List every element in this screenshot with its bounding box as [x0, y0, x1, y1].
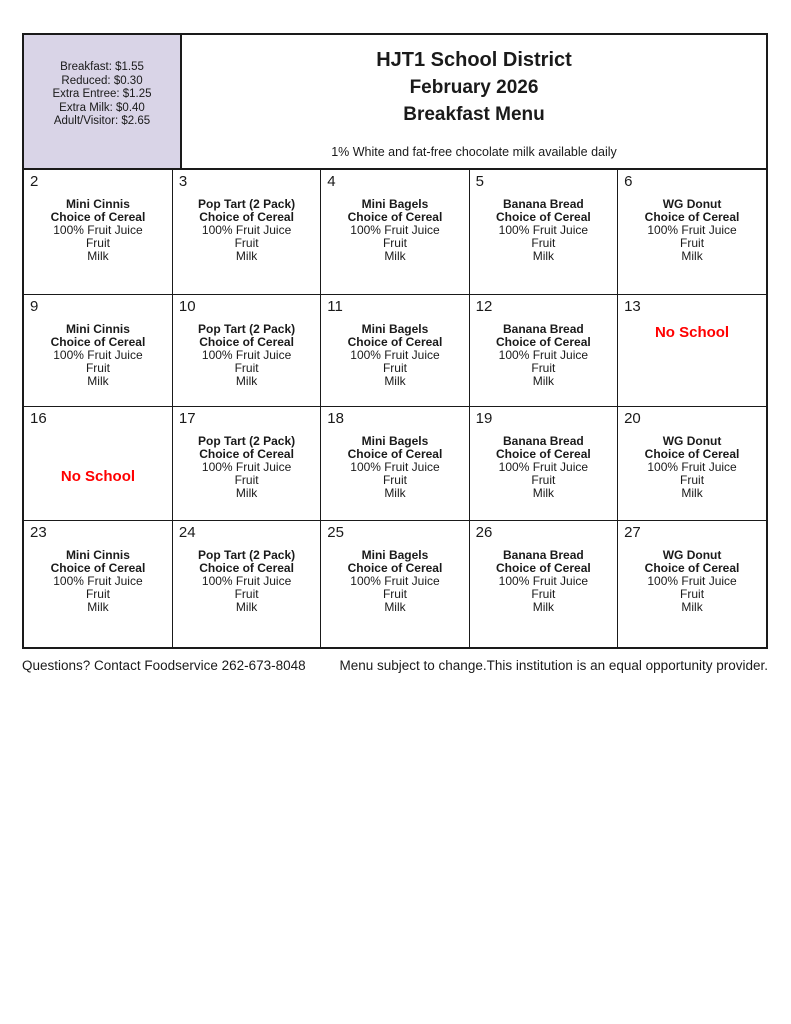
menu-items [618, 435, 766, 500]
calendar-grid [24, 170, 766, 647]
menu-fruit: Fruit [234, 472, 259, 487]
menu-juice: 100% Fruit Juice [498, 573, 589, 588]
day-cell-11 [321, 294, 469, 406]
calendar-week-1 [24, 170, 766, 294]
menu-juice: 100% Fruit Juice [647, 459, 737, 474]
menu-cereal: Choice of Cereal [50, 210, 146, 224]
menu-juice: 100% Fruit Juice [498, 347, 589, 362]
menu-fruit: Fruit [680, 236, 705, 250]
milk-availability-note: 1% White and fat-free chocolate milk available daily [331, 145, 617, 159]
menu-entree: Mini Cinnis [65, 197, 130, 211]
menu-fruit: Fruit [382, 586, 407, 601]
day-cell-18 [321, 406, 469, 520]
day-number: 5 [475, 173, 485, 190]
menu-fruit: Fruit [85, 236, 110, 250]
menu-juice: 100% Fruit Juice [647, 223, 737, 237]
menu-entree: Pop Tart (2 Pack) [198, 433, 296, 448]
menu-juice: 100% Fruit Juice [201, 223, 292, 237]
menu-cereal: Choice of Cereal [496, 210, 591, 224]
no-school-notice: No School [60, 467, 136, 485]
menu-cereal: Choice of Cereal [644, 210, 740, 224]
day-number: 3 [178, 173, 188, 190]
menu-entree: Pop Tart (2 Pack) [198, 321, 296, 336]
title-area [182, 35, 766, 168]
day-cell-6 [618, 170, 766, 294]
calendar-week-3 [24, 406, 766, 520]
day-number: 6 [624, 173, 633, 190]
menu-cereal: Choice of Cereal [347, 334, 443, 349]
day-number: 25 [327, 523, 344, 541]
menu-items [24, 323, 172, 388]
menu-juice: 100% Fruit Juice [350, 573, 440, 588]
day-cell-23 [24, 520, 172, 647]
menu-fruit: Fruit [531, 360, 556, 375]
day-number: 16 [30, 409, 47, 427]
menu-items [470, 323, 617, 388]
footer-contact-text: Questions? Contact Foodservice 262-673-8048 [22, 658, 306, 673]
footer-disclaimer-text: Menu subject to change.This institution is an equal opportunity provider. [339, 658, 768, 673]
menu-cereal: Choice of Cereal [347, 210, 443, 224]
menu-entree: Mini Cinnis [65, 321, 130, 336]
menu-cereal: Choice of Cereal [496, 334, 591, 349]
day-cell-2 [24, 170, 172, 294]
menu-items [173, 323, 320, 388]
menu-juice: 100% Fruit Juice [53, 223, 143, 237]
calendar-week-2 [24, 294, 766, 406]
day-number: 19 [475, 409, 493, 427]
menu-milk: Milk [681, 249, 703, 263]
menu-cereal: Choice of Cereal [347, 560, 443, 575]
day-cell-27 [618, 520, 766, 647]
menu-milk: Milk [384, 599, 406, 614]
menu-entree: Mini Bagels [361, 433, 429, 448]
menu-items [470, 549, 617, 614]
menu-cereal: Choice of Cereal [496, 560, 591, 575]
menu-header [24, 35, 766, 170]
menu-milk: Milk [235, 373, 258, 388]
menu-items [470, 435, 617, 500]
menu-milk: Milk [532, 373, 555, 388]
footer [22, 658, 768, 674]
day-cell-19 [469, 406, 617, 520]
menu-juice: 100% Fruit Juice [498, 459, 589, 474]
menu-entree: Mini Bagels [361, 197, 429, 211]
menu-milk: Milk [681, 485, 703, 500]
day-cell-17 [172, 406, 320, 520]
menu-items [618, 549, 766, 614]
price-box [24, 35, 182, 168]
menu-fruit: Fruit [531, 586, 556, 601]
menu-entree: WG Donut [662, 547, 722, 562]
day-number: 13 [624, 297, 641, 315]
day-number: 26 [475, 523, 493, 541]
calendar-week-4 [24, 520, 766, 647]
menu-entree: Banana Bread [503, 547, 584, 562]
menu-entree: Banana Bread [503, 433, 584, 448]
day-number: 24 [178, 523, 196, 541]
menu-milk: Milk [384, 373, 406, 388]
menu-entree: Banana Bread [503, 197, 584, 211]
menu-table [22, 33, 768, 649]
day-number: 2 [30, 173, 39, 190]
day-cell-26 [469, 520, 617, 647]
menu-entree: Pop Tart (2 Pack) [198, 547, 296, 562]
menu-items [321, 435, 468, 500]
menu-juice: 100% Fruit Juice [201, 459, 292, 474]
menu-fruit: Fruit [531, 472, 556, 487]
day-number: 11 [327, 297, 343, 315]
menu-fruit: Fruit [234, 360, 259, 375]
day-number: 12 [475, 297, 493, 315]
day-number: 10 [178, 297, 196, 315]
menu-items [321, 549, 468, 614]
menu-juice: 100% Fruit Juice [350, 459, 440, 474]
day-number: 4 [327, 173, 336, 190]
menu-milk: Milk [87, 599, 109, 614]
menu-entree: WG Donut [662, 433, 722, 448]
day-number: 17 [178, 409, 196, 427]
menu-items [24, 198, 172, 263]
menu-juice: 100% Fruit Juice [53, 573, 143, 588]
district-title: HJT1 School District [376, 49, 572, 71]
menu-juice: 100% Fruit Juice [201, 347, 292, 362]
menu-milk: Milk [681, 599, 703, 614]
day-number: 9 [30, 297, 39, 315]
price-line-extra-entree: Extra Entree: $1.25 [52, 88, 152, 101]
day-cell-5 [469, 170, 617, 294]
menu-milk: Milk [235, 249, 258, 263]
day-number: 20 [624, 409, 641, 427]
menu-juice: 100% Fruit Juice [647, 573, 737, 588]
menu-fruit: Fruit [382, 360, 407, 375]
menu-juice: 100% Fruit Juice [201, 573, 292, 588]
day-cell-9 [24, 294, 172, 406]
menu-milk: Milk [235, 599, 258, 614]
menu-fruit: Fruit [234, 586, 259, 601]
day-cell-10 [172, 294, 320, 406]
menu-items [173, 549, 320, 614]
menu-fruit: Fruit [382, 236, 407, 250]
menu-milk: Milk [235, 485, 258, 500]
menu-entree: Mini Bagels [361, 321, 429, 336]
menu-cereal: Choice of Cereal [644, 560, 740, 575]
menu-entree: WG Donut [662, 197, 722, 211]
menu-cereal: Choice of Cereal [199, 560, 294, 575]
price-line-breakfast: Breakfast: $1.55 [60, 61, 144, 73]
menu-entree: Banana Bread [503, 321, 584, 336]
menu-milk: Milk [532, 249, 555, 263]
price-line-adult-visitor: Adult/Visitor: $2.65 [53, 115, 151, 128]
menu-cereal: Choice of Cereal [199, 446, 294, 461]
day-cell-13 [618, 294, 766, 406]
no-school-notice: No School [654, 323, 730, 341]
menu-fruit: Fruit [234, 236, 259, 250]
price-line-reduced: Reduced: $0.30 [61, 74, 143, 87]
menu-fruit: Fruit [680, 586, 705, 601]
day-cell-20 [618, 406, 766, 520]
menu-type-title: Breakfast Menu [403, 104, 545, 125]
menu-milk: Milk [384, 485, 406, 500]
menu-cereal: Choice of Cereal [496, 446, 591, 461]
day-number: 23 [30, 523, 47, 541]
menu-juice: 100% Fruit Juice [498, 223, 589, 237]
menu-milk: Milk [87, 373, 109, 388]
menu-fruit: Fruit [680, 472, 705, 487]
menu-cereal: Choice of Cereal [50, 334, 146, 349]
menu-milk: Milk [532, 599, 555, 614]
menu-cereal: Choice of Cereal [199, 210, 294, 224]
menu-cereal: Choice of Cereal [50, 560, 146, 575]
menu-fruit: Fruit [382, 472, 407, 487]
month-title: February 2026 [409, 77, 539, 98]
day-cell-24 [172, 520, 320, 647]
menu-items [24, 549, 172, 614]
menu-items [618, 198, 766, 263]
menu-milk: Milk [87, 249, 109, 263]
menu-cereal: Choice of Cereal [199, 334, 294, 349]
menu-items [173, 198, 320, 263]
menu-juice: 100% Fruit Juice [53, 347, 143, 362]
menu-entree: Mini Bagels [361, 547, 429, 562]
menu-fruit: Fruit [85, 586, 110, 601]
menu-entree: Mini Cinnis [65, 547, 130, 562]
menu-items [321, 198, 468, 263]
day-cell-4 [321, 170, 469, 294]
price-line-extra-milk: Extra Milk: $0.40 [59, 101, 145, 114]
menu-items [173, 435, 320, 500]
day-number: 18 [327, 409, 344, 427]
menu-milk: Milk [384, 249, 406, 263]
menu-fruit: Fruit [531, 236, 556, 250]
menu-fruit: Fruit [85, 360, 110, 375]
day-cell-3 [172, 170, 320, 294]
day-cell-16 [24, 406, 172, 520]
menu-entree: Pop Tart (2 Pack) [198, 197, 296, 211]
day-cell-12 [469, 294, 617, 406]
menu-items [470, 198, 617, 263]
menu-juice: 100% Fruit Juice [350, 347, 440, 362]
menu-juice: 100% Fruit Juice [350, 223, 440, 237]
menu-items [321, 323, 468, 388]
menu-cereal: Choice of Cereal [347, 446, 443, 461]
day-number: 27 [624, 523, 641, 541]
menu-milk: Milk [532, 485, 555, 500]
menu-cereal: Choice of Cereal [644, 446, 740, 461]
day-cell-25 [321, 520, 469, 647]
